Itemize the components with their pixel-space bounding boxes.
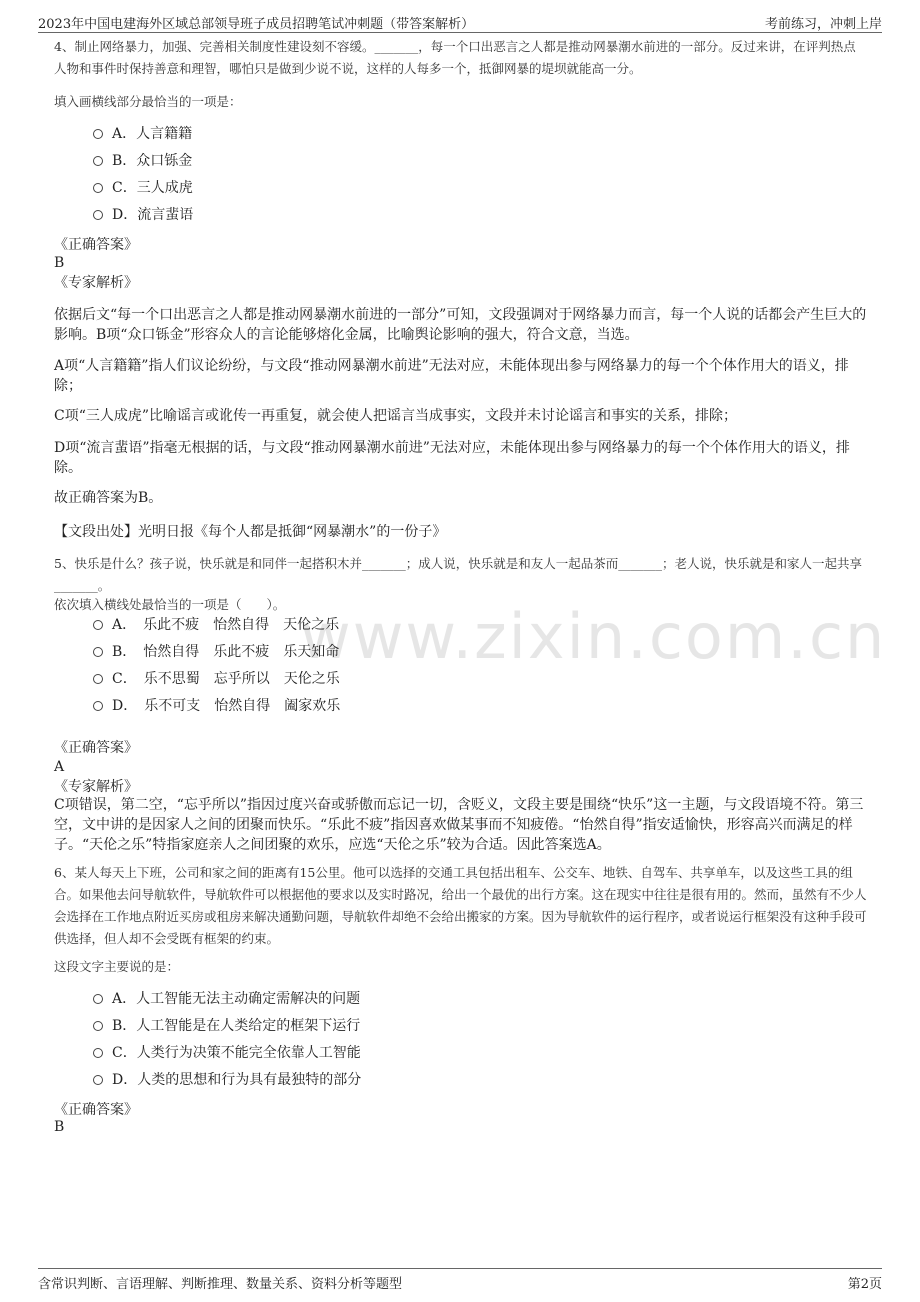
q4-analysis-4: D项“流言蜚语”指毫无根据的话，与文段“推动网暴潮水前进”无法对应，未能体现出参与网络暴力的每一个个体作用大的语义，排除。 bbox=[54, 440, 850, 476]
radio-icon[interactable] bbox=[93, 183, 103, 193]
q5-option-a[interactable]: A． 乐此不疲 怡然自得 天伦之乐 bbox=[93, 614, 339, 636]
page-number: 第2页 bbox=[847, 1277, 882, 1292]
radio-icon[interactable] bbox=[93, 701, 103, 711]
q5-answer: A bbox=[54, 759, 65, 775]
radio-icon[interactable] bbox=[93, 1075, 103, 1085]
q5-prompt: 依次填入横线处最恰当的一项是（ ）。 bbox=[54, 597, 286, 612]
header-slogan: 考前练习，冲刺上岸 bbox=[764, 17, 882, 32]
radio-icon[interactable] bbox=[93, 674, 103, 684]
q6-answer-label: 《正确答案》 bbox=[54, 1102, 138, 1118]
radio-icon[interactable] bbox=[93, 620, 103, 630]
q4-option-d[interactable]: D．流言蜚语 bbox=[93, 204, 193, 226]
radio-icon[interactable] bbox=[93, 129, 103, 139]
q6-option-d[interactable]: D．人类的思想和行为具有最独特的部分 bbox=[93, 1069, 361, 1091]
q5-option-b[interactable]: B． 怡然自得 乐此不疲 乐天知命 bbox=[93, 641, 339, 663]
q4-source: 【文段出处】光明日报《每个人都是抵御“网暴潮水”的一份子》 bbox=[54, 524, 447, 540]
q4-analysis-2: A项“人言籍籍”指人们议论纷纷，与文段“推动网暴潮水前进”无法对应，未能体现出参与网络暴力的每一个个体作用大的语义，排除； bbox=[54, 358, 849, 394]
q6-answer: B bbox=[54, 1119, 65, 1135]
page-footer bbox=[38, 1268, 882, 1291]
q4-analysis-5: 故正确答案为B。 bbox=[54, 490, 163, 506]
q6-option-a[interactable]: A．人工智能无法主动确定需解决的问题 bbox=[93, 988, 360, 1010]
q4-answer: B bbox=[54, 255, 65, 271]
q4-analysis-1: 依据后文“每一个口出恶言之人都是推动网暴潮水前进的一部分”可知，文段强调对于网络暴力而言，每一个人说的话都会产生巨大的影响。B项“众口铄金”形容众人的言论能够熔化金属，比喻舆论影响的强大，符合文意，当选。 bbox=[54, 307, 867, 343]
q4-option-c[interactable]: C．三人成虎 bbox=[93, 177, 193, 199]
radio-icon[interactable] bbox=[93, 210, 103, 220]
document-title: 2023年中国电建海外区域总部领导班子成员招聘笔试冲刺题（带答案解析） bbox=[38, 17, 475, 32]
page-header bbox=[38, 10, 882, 33]
watermark: www.zixin.com.cn bbox=[300, 600, 887, 673]
footer-note: 含常识判断、言语理解、判断推理、数量关系、资料分析等题型 bbox=[38, 1277, 403, 1292]
radio-icon[interactable] bbox=[93, 156, 103, 166]
q5-option-d[interactable]: D． 乐不可支 怡然自得 阖家欢乐 bbox=[93, 695, 340, 717]
q4-analysis-label: 《专家解析》 bbox=[54, 275, 138, 291]
q4-analysis-3: C项“三人成虎”比喻谣言或讹传一再重复，就会使人把谣言当成事实，文段并未讨论谣言和事实的关系，排除； bbox=[54, 408, 738, 424]
q5-option-c[interactable]: C． 乐不思蜀 忘乎所以 天伦之乐 bbox=[93, 668, 340, 690]
q4-stem: 4、制止网络暴力，加强、完善相关制度性建设刻不容缓。_______，每一个口出恶言之人都是推动网暴潮水前进的一部分。反过来讲，在评判热点人物和事件时保持善意和理智，哪怕只是做到少说不说，这样的人每多一个，抵御网暴的堤坝就能高一分。 bbox=[54, 39, 856, 76]
q4-option-a[interactable]: A．人言籍籍 bbox=[93, 123, 192, 145]
q4-answer-label: 《正确答案》 bbox=[54, 237, 138, 253]
q5-analysis-label: 《专家解析》 bbox=[54, 779, 138, 795]
q6-prompt: 这段文字主要说的是： bbox=[54, 959, 180, 974]
q6-stem: 6、某人每天上下班，公司和家之间的距离有15公里。他可以选择的交通工具包括出租车、公交车、地铁、自驾车、共享单车，以及这些工具的组合。如果他去问导航软件，导航软件可以根据他的要求以及实时路况，给出一个最优的出行方案。这在现实中往往是很有用的。然而，虽然有不少人会选择在工作地点附近买房或租房来解决通勤问题，导航软件却绝不会给出搬家的方案。因为导航软件的运行程序，或者说运行框架没有这种手段可供选择，但人却不会受既有框架的约束。 bbox=[54, 865, 867, 946]
q5-answer-label: 《正确答案》 bbox=[54, 740, 138, 756]
q4-option-b[interactable]: B．众口铄金 bbox=[93, 150, 192, 172]
radio-icon[interactable] bbox=[93, 1048, 103, 1058]
q6-option-c[interactable]: C．人类行为决策不能完全依靠人工智能 bbox=[93, 1042, 361, 1064]
q6-option-b[interactable]: B．人工智能是在人类给定的框架下运行 bbox=[93, 1015, 360, 1037]
radio-icon[interactable] bbox=[93, 1021, 103, 1031]
radio-icon[interactable] bbox=[93, 994, 103, 1004]
radio-icon[interactable] bbox=[93, 647, 103, 657]
q5-stem: 5、快乐是什么？孩子说，快乐就是和同伴一起搭积木并_______；成人说，快乐就是和友人一起品茶而_______；老人说，快乐就是和家人一起共享_______。 bbox=[54, 556, 862, 593]
q5-analysis: C项错误，第二空，“忘乎所以”指因过度兴奋或骄傲而忘记一切，含贬义，文段主要是围绕“快乐”这一主题，与文段语境不符。第三空，文中讲的是因家人之间的团聚而快乐。“乐此不疲”指因喜欢做某事而不知疲倦。“怡然自得”指安适愉快，形容高兴而满足的样子。“天伦之乐”特指家庭亲人之间团聚的欢乐，应选“天伦之乐”较为合适。因此答案选A。 bbox=[54, 797, 864, 853]
q4-prompt: 填入画横线部分最恰当的一项是： bbox=[54, 94, 242, 109]
